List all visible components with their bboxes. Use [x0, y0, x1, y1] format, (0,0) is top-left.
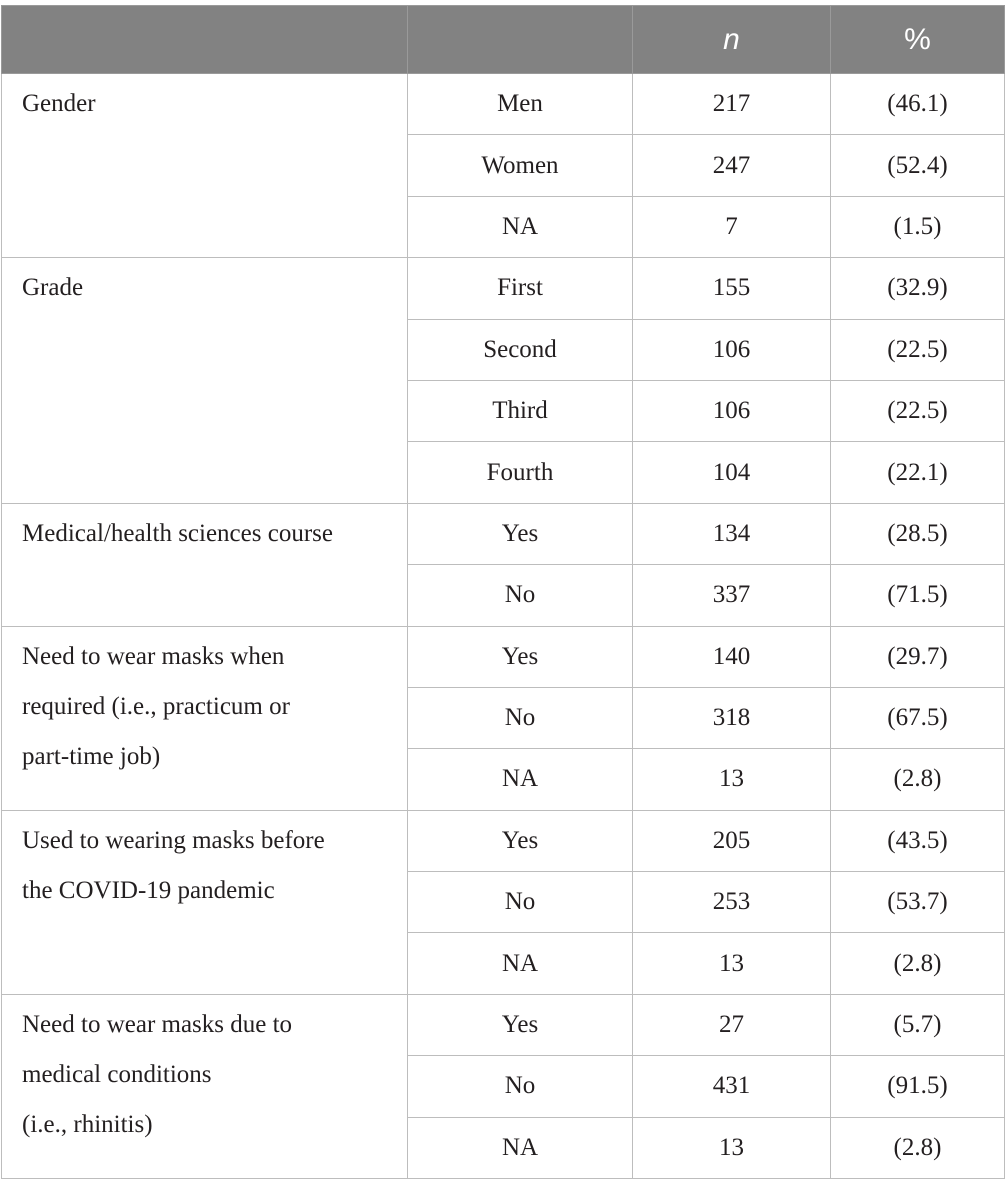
category-cell [2, 74, 408, 258]
percent-cell: (2.8) [831, 1117, 1005, 1178]
table-row [2, 810, 1005, 871]
percent-cell: (22.5) [831, 380, 1005, 441]
n-cell: 134 [633, 503, 831, 564]
category-cell [2, 626, 408, 810]
n-cell: 431 [633, 1056, 831, 1117]
table-row [2, 503, 1005, 564]
category-cell [2, 258, 408, 504]
level-cell: No [408, 1056, 633, 1117]
n-cell: 253 [633, 872, 831, 933]
n-cell: 217 [633, 74, 831, 135]
level-cell: Yes [408, 626, 633, 687]
percent-cell: (5.7) [831, 994, 1005, 1055]
level-cell: Third [408, 380, 633, 441]
level-cell: NA [408, 1117, 633, 1178]
category-label-line: Grade [22, 274, 84, 302]
percent-cell: (22.5) [831, 319, 1005, 380]
table-body [2, 74, 1005, 1179]
n-cell: 106 [633, 380, 831, 441]
percent-cell: (22.1) [831, 442, 1005, 503]
level-cell: NA [408, 749, 633, 810]
level-cell: No [408, 872, 633, 933]
category-cell [2, 503, 408, 626]
percent-cell: (29.7) [831, 626, 1005, 687]
percent-cell: (91.5) [831, 1056, 1005, 1117]
percent-cell: (28.5) [831, 503, 1005, 564]
percent-cell: (2.8) [831, 933, 1005, 994]
level-cell: Second [408, 319, 633, 380]
n-cell: 13 [633, 933, 831, 994]
level-cell: NA [408, 933, 633, 994]
table-row [2, 626, 1005, 687]
category-label-line: Medical/health sciences course [22, 519, 333, 547]
n-cell: 13 [633, 749, 831, 810]
level-cell: First [408, 258, 633, 319]
percent-cell: (46.1) [831, 74, 1005, 135]
level-cell: NA [408, 196, 633, 257]
table-row [2, 74, 1005, 135]
table-row [2, 994, 1005, 1055]
category-cell [2, 810, 408, 994]
category-label-line: Need to wear masks due to [22, 1010, 293, 1038]
level-cell: Women [408, 135, 633, 196]
percent-cell: (43.5) [831, 810, 1005, 871]
n-cell: 27 [633, 994, 831, 1055]
level-cell: Yes [408, 503, 633, 564]
level-cell: No [408, 565, 633, 626]
level-cell: Men [408, 74, 633, 135]
n-cell: 247 [633, 135, 831, 196]
n-cell: 13 [633, 1117, 831, 1178]
category-label-line: Gender [22, 90, 96, 117]
percent-cell: (1.5) [831, 196, 1005, 257]
n-cell: 318 [633, 687, 831, 748]
percent-cell: (52.4) [831, 135, 1005, 196]
table-header [2, 6, 1005, 74]
category-label-line: required (i.e., practicum or [22, 692, 290, 720]
category-label-line: part-time job) [22, 742, 161, 770]
n-cell: 106 [633, 319, 831, 380]
n-cell: 104 [633, 442, 831, 503]
category-label-line: Used to wearing masks before [22, 826, 325, 854]
percent-cell: (32.9) [831, 258, 1005, 319]
header-n: n [633, 6, 831, 74]
level-cell: Yes [408, 810, 633, 871]
n-cell: 155 [633, 258, 831, 319]
percent-cell: (53.7) [831, 872, 1005, 933]
n-cell: 337 [633, 565, 831, 626]
n-cell: 7 [633, 196, 831, 257]
header-level [408, 6, 633, 74]
category-label-line: medical conditions [22, 1060, 212, 1088]
level-cell: No [408, 687, 633, 748]
demographics-table [1, 5, 1005, 1179]
category-label-line: (i.e., rhinitis) [22, 1110, 153, 1138]
category-label-line: the COVID-19 pandemic [22, 876, 275, 904]
header-category [2, 6, 408, 74]
header-row [2, 6, 1005, 74]
percent-cell: (71.5) [831, 565, 1005, 626]
level-cell: Fourth [408, 442, 633, 503]
percent-cell: (2.8) [831, 749, 1005, 810]
n-cell: 205 [633, 810, 831, 871]
table-row [2, 258, 1005, 319]
header-percent: % [831, 6, 1005, 74]
category-cell [2, 994, 408, 1178]
percent-cell: (67.5) [831, 687, 1005, 748]
category-label-line: Need to wear masks when [22, 642, 285, 670]
n-cell: 140 [633, 626, 831, 687]
level-cell: Yes [408, 994, 633, 1055]
